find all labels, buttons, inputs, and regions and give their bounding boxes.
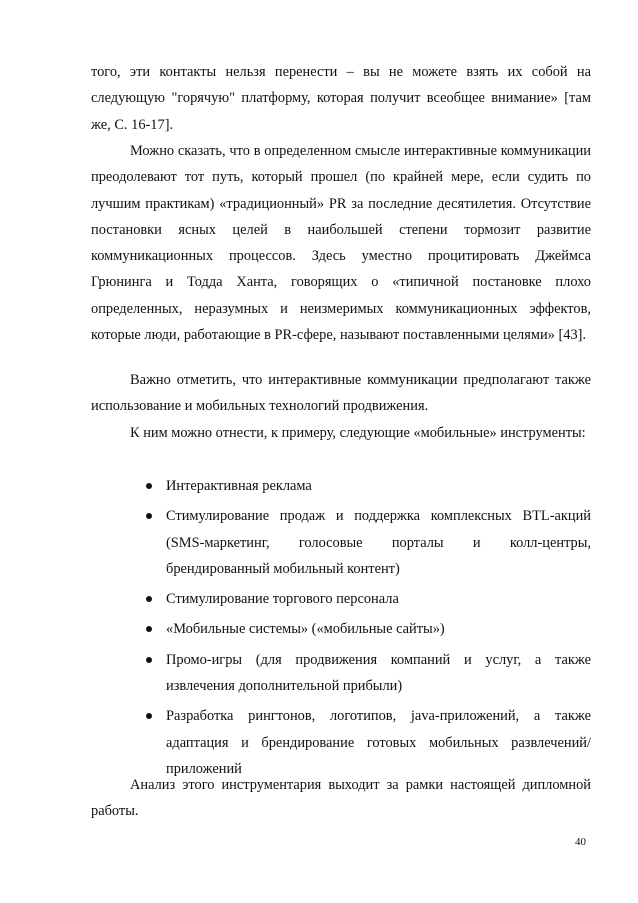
page-number: 40 (575, 836, 586, 848)
list-item (144, 647, 591, 700)
bullet-icon (146, 657, 152, 663)
list-item (144, 503, 591, 582)
list-item-text: «Мобильные системы» («мобильные сайты») (166, 621, 445, 638)
list-item (144, 586, 591, 612)
paragraph-mobile-tools-intro: К ним можно отнести, к примеру, следующие «мобильные» инструменты: (130, 425, 586, 441)
bullet-icon (146, 626, 152, 632)
list-item (144, 616, 591, 642)
paragraph-conclusion: Анализ этого инструментария выходит за рамки настоящей дипломной работы. (91, 777, 591, 820)
paragraph-interactive-communications: Можно сказать, что в определенном смысле интерактивные коммуникации преодолевают тот путь, который прошел (по крайней мере, если судить по лучшим практикам) «традиционный» PR за последние десятилетия. Отсутствие постановки ясных целей в наибольшей степени тормозит развитие коммуникационных процессов. Здесь уместно процитировать Джеймса Грюнинга и Тодда Ханта, говорящих о «типичной постановке плохо определенных, неразумных и неизмеримых коммуникационных эффектов, которые люди, работающие в PR-сфере, называют поставленными целями» [43]. (91, 143, 591, 344)
bullet-icon (146, 596, 152, 602)
mobile-tools-list (144, 473, 591, 786)
list-item-text: Разработка рингтонов, логотипов, java-приложений, а также адаптация и брендирование готовых мобильных развлечений/приложений (166, 708, 591, 777)
list-item-text: Стимулирование торгового персонала (166, 591, 399, 608)
paragraph-mobile-technologies: Важно отметить, что интерактивные коммуникации предполагают также использование и мобильных технологий продвижения. (91, 372, 591, 415)
list-item-text: Стимулирование продаж и поддержка комплексных BTL-акций (SMS-маркетинг, голосовые порталы и колл-центры, брендированный мобильный контент) (166, 508, 591, 577)
paragraph-continuation: того, эти контакты нельзя перенести – вы не можете взять их собой на следующую "горячую" платформу, которая получит всеобщее внимание» [там же, С. 16-17]. (91, 64, 591, 133)
bullet-icon (146, 483, 152, 489)
bullet-icon (146, 713, 152, 719)
list-item (144, 703, 591, 782)
list-item (144, 473, 591, 499)
list-item-text: Промо-игры (для продвижения компаний и услуг, а также извлечения дополнительной прибыли) (166, 651, 591, 695)
list-item-text: Интерактивная реклама (166, 478, 312, 494)
bullet-icon (146, 513, 152, 519)
